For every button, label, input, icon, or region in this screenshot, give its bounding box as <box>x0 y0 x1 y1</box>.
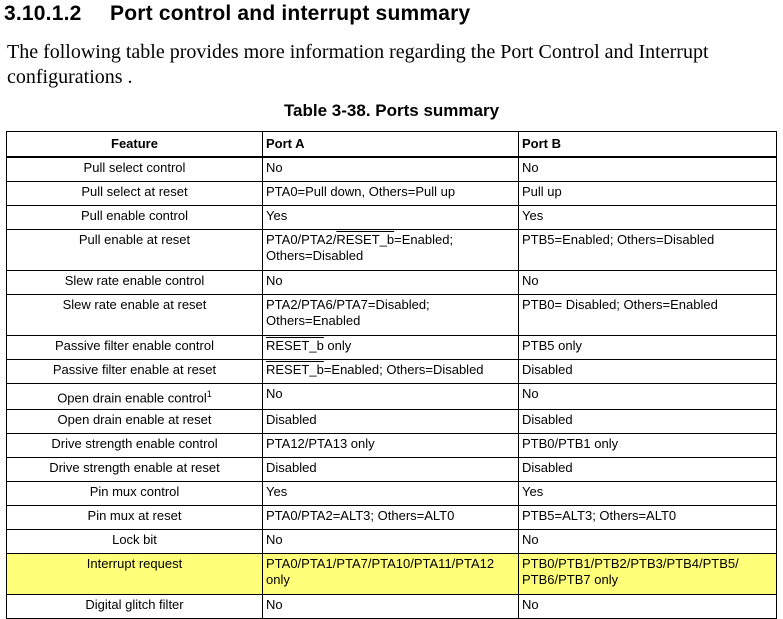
table-row <box>7 482 777 506</box>
port-a-cell: RESET_b only <box>263 336 519 360</box>
port-a-cell: PTA12/PTA13 only <box>263 434 519 458</box>
port-a-cell: RESET_b=Enabled; Others=Disabled <box>263 360 519 384</box>
table-row <box>7 230 777 271</box>
header-port-a: Port A <box>263 132 519 158</box>
feature-cell <box>7 434 263 458</box>
feature-cell <box>7 384 263 410</box>
section-number: 3.10.1.2 <box>4 2 82 25</box>
table-row <box>7 271 777 295</box>
feature-cell <box>7 360 263 384</box>
port-b-cell: No <box>519 595 777 619</box>
feature-cell <box>7 595 263 619</box>
feature-label: Drive strength enable control <box>51 436 218 452</box>
port-b-cell: PTB5=ALT3; Others=ALT0 <box>519 506 777 530</box>
table-caption: Table 3-38. Ports summary <box>283 101 500 120</box>
feature-label: Pull enable control <box>81 208 188 223</box>
port-a-cell: No <box>263 271 519 295</box>
port-b-cell: PTB0/PTB1 only <box>519 434 777 458</box>
port-a-cell: PTA2/PTA6/PTA7=Disabled; Others=Enabled <box>263 295 519 336</box>
table-row <box>7 434 777 458</box>
intro-paragraph: The following table provides more information regarding the Port Control and Interrupt configurations . <box>7 41 709 88</box>
feature-cell <box>7 410 263 434</box>
table-row <box>7 506 777 530</box>
feature-cell <box>7 554 263 595</box>
table-row <box>7 336 777 360</box>
port-b-cell: PTB5 only <box>519 336 777 360</box>
table-row <box>7 384 777 410</box>
port-a-cell: PTA0/PTA2/RESET_b=Enabled; Others=Disabled <box>263 230 519 271</box>
port-b-cell: PTB0= Disabled; Others=Enabled <box>519 295 777 336</box>
feature-cell <box>7 482 263 506</box>
port-a-cell: No <box>263 595 519 619</box>
port-a-cell: PTA0/PTA1/PTA7/PTA10/PTA11/PTA12 only <box>263 554 519 595</box>
table-row <box>7 206 777 230</box>
feature-cell <box>7 295 263 336</box>
port-a-cell: No <box>263 384 519 410</box>
port-a-cell: Disabled <box>263 458 519 482</box>
table-row <box>7 182 777 206</box>
table-row <box>7 360 777 384</box>
feature-cell <box>7 458 263 482</box>
port-a-cell: PTA0=Pull down, Others=Pull up <box>263 182 519 206</box>
port-a-cell: Yes <box>263 482 519 506</box>
feature-label: Open drain enable control <box>57 390 207 406</box>
table-row <box>7 458 777 482</box>
feature-cell <box>7 506 263 530</box>
feature-cell <box>7 230 263 271</box>
feature-label: Digital glitch filter <box>85 597 184 613</box>
table-header-row <box>7 132 777 158</box>
port-b-cell: Yes <box>519 206 777 230</box>
section-heading <box>4 2 470 26</box>
table-row <box>7 530 777 554</box>
section-title: Port control and interrupt summary <box>110 2 471 25</box>
feature-label: Slew rate enable control <box>64 273 205 288</box>
port-b-cell: PTB0/PTB1/PTB2/PTB3/PTB4/PTB5/ PTB6/PTB7 only <box>519 554 777 595</box>
port-a-cell: Disabled <box>263 410 519 434</box>
feature-cell <box>7 530 263 554</box>
port-b-cell: No <box>519 157 777 182</box>
port-b-cell: PTB5=Enabled; Others=Disabled <box>519 230 777 271</box>
port-b-cell: Disabled <box>519 458 777 482</box>
feature-label: Passive filter enable control <box>55 338 214 353</box>
feature-label: Pin mux control <box>89 484 180 500</box>
port-b-cell: No <box>519 271 777 295</box>
port-b-cell: Disabled <box>519 410 777 434</box>
feature-label: Drive strength enable at reset <box>49 460 220 476</box>
ports-summary-table <box>6 131 777 619</box>
footnote-marker: 1 <box>206 389 212 399</box>
feature-label: Pull enable at reset <box>78 232 191 247</box>
port-b-cell: Disabled <box>519 360 777 384</box>
port-b-cell: Yes <box>519 482 777 506</box>
feature-label: Open drain enable at reset <box>57 412 212 428</box>
feature-label: Slew rate enable at reset <box>62 297 207 312</box>
port-b-cell: No <box>519 530 777 554</box>
header-port-b: Port B <box>519 132 777 158</box>
port-a-cell: No <box>263 530 519 554</box>
feature-cell <box>7 336 263 360</box>
feature-cell <box>7 271 263 295</box>
table-row <box>7 554 777 595</box>
feature-label: Interrupt request <box>86 556 183 572</box>
port-a-cell: No <box>263 157 519 182</box>
feature-label: Pull select control <box>83 160 186 175</box>
table-row <box>7 410 777 434</box>
port-a-cell: PTA0/PTA2=ALT3; Others=ALT0 <box>263 506 519 530</box>
port-b-cell: No <box>519 384 777 410</box>
feature-label: Lock bit <box>112 532 157 548</box>
feature-label: Passive filter enable at reset <box>52 362 217 377</box>
header-feature: Feature <box>7 132 263 158</box>
feature-label: Pull select at reset <box>81 184 188 199</box>
table-row <box>7 295 777 336</box>
feature-cell <box>7 206 263 230</box>
table-row <box>7 157 777 182</box>
table-row <box>7 595 777 619</box>
feature-cell <box>7 182 263 206</box>
feature-label: Pin mux at reset <box>87 508 182 524</box>
port-a-cell: Yes <box>263 206 519 230</box>
port-b-cell: Pull up <box>519 182 777 206</box>
feature-cell <box>7 157 263 182</box>
